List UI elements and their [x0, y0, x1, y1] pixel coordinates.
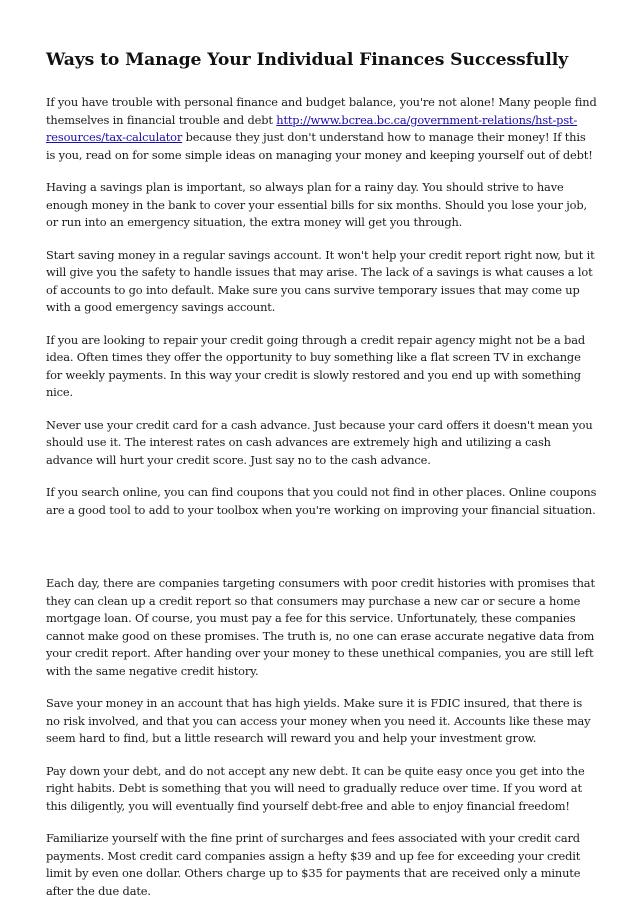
- intro-paragraph: [46, 94, 598, 164]
- paragraph-cash-advance: Never use your credit card for a cash advance. Just because your card offers it doesn't mean you should use it. The interest rates on cash advances are extremely high and utilizing a cash advance will hurt your credit score. Just say no to the cash advance.: [46, 417, 593, 467]
- paragraph-savings-plan: Having a savings plan is important, so always plan for a rainy day. You should strive to have enough money in the bank to cover your essential bills for six months. Should you lose your job, or run into an emergency situation, the extra money will get you through.: [46, 180, 587, 229]
- paragraph-credit-repair: If you are looking to repair your credit going through a credit repair agency might not be a bad idea. Often times they offer the opportunity to buy something like a flat screen TV in exchange for weekly payments. In this way your credit is slowly restored and you end up with something nice.: [46, 332, 585, 399]
- paragraph-high-yields: Save your money in an account that has high yields. Make sure it is FDIC insured, that there is no risk involved, and that you can access your money when you need it. Accounts like these may seem hard to find, but a little research will reward you and help your investment grow.: [46, 696, 591, 745]
- paragraph-credit-companies: Each day, there are companies targeting consumers with poor credit histories with promises that they can clean up a credit report so that consumers may purchase a new car or secure a home mortgage loan. Of course, you must pay a fee for this service. Unfortunately, these companies cannot make good on these promises. The truth is, no one can erase accurate negative data from your credit report. After handing over your money to these unethical companies, you are still left with the same negative credit history.: [46, 576, 595, 678]
- paragraph-pay-down-debt: Pay down your debt, and do not accept any new debt. It can be quite easy once you get into the right habits. Debt is something that you will need to gradually reduce over time. If you word at this diligently, you will eventually find yourself debt-free and able to enjoy financial freedom!: [46, 763, 585, 813]
- tax-calculator-link[interactable]: http://www.bcrea.bc.ca/government-relations/hst-pst-resources/tax-calculator: [46, 112, 578, 144]
- section-spacer: [46, 534, 598, 575]
- page-title: Ways to Manage Your Individual Finances Successfully: [46, 50, 569, 70]
- paragraph-fine-print: Familiarize yourself with the fine print of surcharges and fees associated with your credit card payments. Most credit card companies assign a hefty $39 and up fee for exceeding your credit limit by even one dollar. Others charge up to $35 for payments that are received only a minute after the due date.: [46, 831, 581, 898]
- intro-text-before: If you have trouble with personal finance and budget balance, you're not alone! Many people find themselves in financial trouble and debt: [46, 95, 597, 127]
- intro-text-after: because they just don't understand how to manage their money! If this is you, read on for some simple ideas on managing your money and keeping yourself out of debt!: [46, 130, 593, 162]
- paragraph-savings-account: Start saving money in a regular savings account. It won't help your credit report right now, but it will give you the safety to handle issues that may arise. The lack of a savings is what causes a lot of accounts to go into default. Make sure you cans survive temporary issues that may come up with a good emergency savings account.: [46, 247, 595, 314]
- paragraph-coupons: If you search online, you can find coupons that you could not find in other places. Online coupons are a good tool to add to your toolbox when you're working on improving your financial situation.: [46, 485, 597, 517]
